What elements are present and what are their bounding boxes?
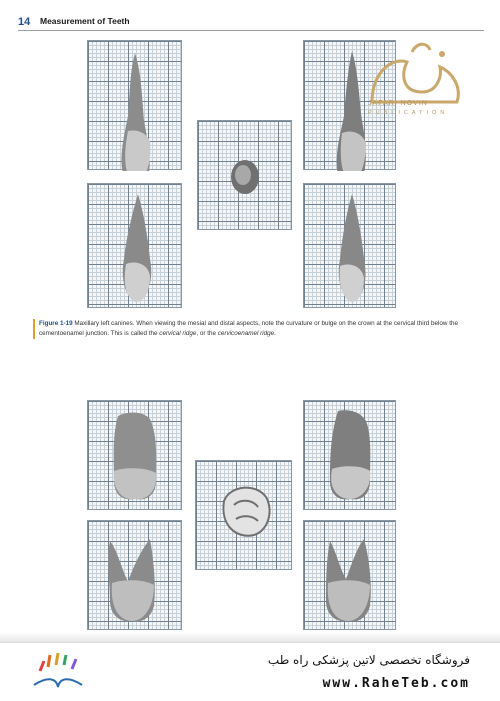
caption-term-1: cervical ridge xyxy=(159,330,197,337)
canine-labial-view-panel xyxy=(87,40,182,170)
canine-mesial-photo xyxy=(88,184,183,309)
page-number: 14 xyxy=(18,16,31,28)
figure-caption xyxy=(33,319,459,339)
header-rule xyxy=(18,30,484,31)
canine-incisal-photo xyxy=(198,121,293,231)
molar-lingual-view-panel xyxy=(303,400,396,510)
page-header xyxy=(18,14,484,34)
molar-buccal-photo xyxy=(88,401,183,511)
molar-occlusal-view-panel xyxy=(195,460,292,570)
molar-lingual-photo xyxy=(304,401,397,511)
molar-mesial-photo xyxy=(88,521,183,631)
canine-distal-photo xyxy=(304,184,397,309)
publisher-subtitle: PUBLICATION xyxy=(368,110,449,116)
molar-distal-photo xyxy=(304,521,397,631)
page-cut-strip xyxy=(0,632,500,642)
canine-distal-view-panel xyxy=(303,183,396,308)
footer-url-link[interactable]: www.RaheTeb.com xyxy=(322,676,470,691)
canine-incisal-view-panel xyxy=(197,120,292,230)
molar-buccal-view-panel xyxy=(87,400,182,510)
caption-text: Maxillary left canines. When viewing the mesial and distal aspects, note the curvature or bulge on the crown at the cervical third below the cementoenamel junction. This is called the xyxy=(39,320,458,337)
footer-shop-name: فروشگاه تخصصی لاتین پزشکی راه طب xyxy=(267,653,470,667)
running-head: Measurement of Teeth xyxy=(40,16,130,26)
footer-banner xyxy=(0,642,500,701)
book-rainbow-logo xyxy=(28,649,88,695)
molar-distal-view-panel xyxy=(303,520,396,630)
molar-occlusal-photo xyxy=(196,461,293,571)
caption-end: . xyxy=(274,330,276,337)
caption-connector: , or the xyxy=(196,330,218,337)
molar-mesial-view-panel xyxy=(87,520,182,630)
canine-labial-photo xyxy=(88,41,183,171)
caption-term-2: cervicoenamel ridge xyxy=(217,330,275,337)
figure-label: Figure 1-19 xyxy=(39,320,73,327)
publisher-name: JAFARI NOVIN xyxy=(368,100,428,107)
canine-mesial-view-panel xyxy=(87,183,182,308)
publisher-logo xyxy=(352,32,482,132)
